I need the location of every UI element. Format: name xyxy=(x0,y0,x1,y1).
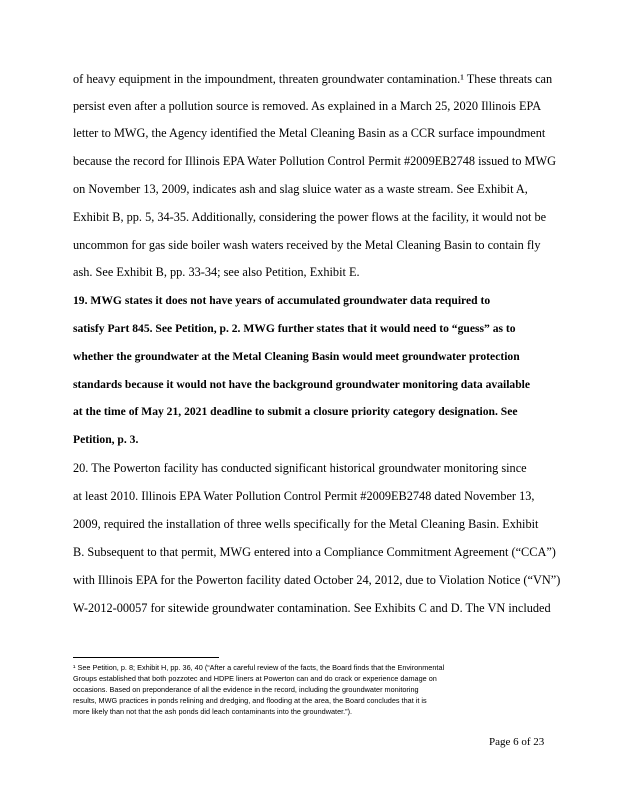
body-line-4: because the record for Illinois EPA Water Pollution Control Permit #2009EB2748 issued to MWG xyxy=(73,154,556,168)
body-line-7: uncommon for gas side boiler wash waters received by the Metal Cleaning Basin to contain fly xyxy=(73,238,541,252)
body-line-2: persist even after a pollution source is removed. As explained in a March 25, 2020 Illinois EPA xyxy=(73,99,542,113)
paragraph-19-line-2: satisfy Part 845. See Petition, p. 2. MWG further states that it would need to “guess” as to xyxy=(73,322,516,335)
footnote-line-3: occasions. Based on preponderance of all the evidence in the record, including the groundwater monitoring xyxy=(73,685,419,694)
footnote-line-1: ¹ See Petition, p. 8; Exhibit H, pp. 36, 40 (“After a careful review of the facts, the Board finds that the Environmental xyxy=(73,663,445,672)
paragraph-19-line-4: standards because it would not have the background groundwater monitoring data available xyxy=(73,378,531,391)
body-line-6: Exhibit B, pp. 5, 34-35. Additionally, considering the power flows at the facility, it would not be xyxy=(73,210,547,224)
page-number: Page 6 of 23 xyxy=(489,736,545,748)
footnote-line-4: results, MWG practices in ponds relining and dredging, and flooding at the area, the Board concludes that it is xyxy=(73,696,427,705)
paragraph-20-line-4: B. Subsequent to that permit, MWG entered into a Compliance Commitment Agreement (“CCA”) xyxy=(73,545,556,559)
paragraph-20-line-2: at least 2010. Illinois EPA Water Pollution Control Permit #2009EB2748 dated November 13, xyxy=(73,489,535,503)
paragraph-19-line-5: at the time of May 21, 2021 deadline to submit a closure priority category designation. See xyxy=(73,405,518,418)
body-line-8: ash. See Exhibit B, pp. 33-34; see also Petition, Exhibit E. xyxy=(73,265,360,279)
paragraph-19-line-6: Petition, p. 3. xyxy=(73,433,139,446)
body-line-1: of heavy equipment in the impoundment, threaten groundwater contamination.¹ These threats can xyxy=(73,72,553,86)
footnote-line-2: Groups established that both pozzotec and HDPE liners at Powerton can and do crack or experience damage on xyxy=(73,674,437,683)
footnote-line-5: more likely than not that the ash ponds did leach contaminants into the groundwater.”). xyxy=(73,707,353,716)
paragraph-19-line-1: 19. MWG states it does not have years of accumulated groundwater data required to xyxy=(73,294,491,307)
paragraph-20-line-6: W-2012-00057 for sitewide groundwater contamination. See Exhibits C and D. The VN included xyxy=(73,601,551,615)
paragraph-19-line-3: whether the groundwater at the Metal Cleaning Basin would meet groundwater protection xyxy=(73,350,520,363)
body-line-5: on November 13, 2009, indicates ash and slag sluice water as a waste stream. See Exhibit A, xyxy=(73,182,528,196)
paragraph-20-line-1: 20. The Powerton facility has conducted significant historical groundwater monitoring since xyxy=(73,461,527,475)
body-line-3: letter to MWG, the Agency identified the Metal Cleaning Basin as a CCR surface impoundment xyxy=(73,126,546,140)
paragraph-20-line-5: with Illinois EPA for the Powerton facility dated October 24, 2012, due to Violation Notice (“VN”) xyxy=(73,573,561,587)
footnote-separator xyxy=(73,657,219,658)
paragraph-20-line-3: 2009, required the installation of three wells specifically for the Metal Cleaning Basin. Exhibit xyxy=(73,517,539,531)
